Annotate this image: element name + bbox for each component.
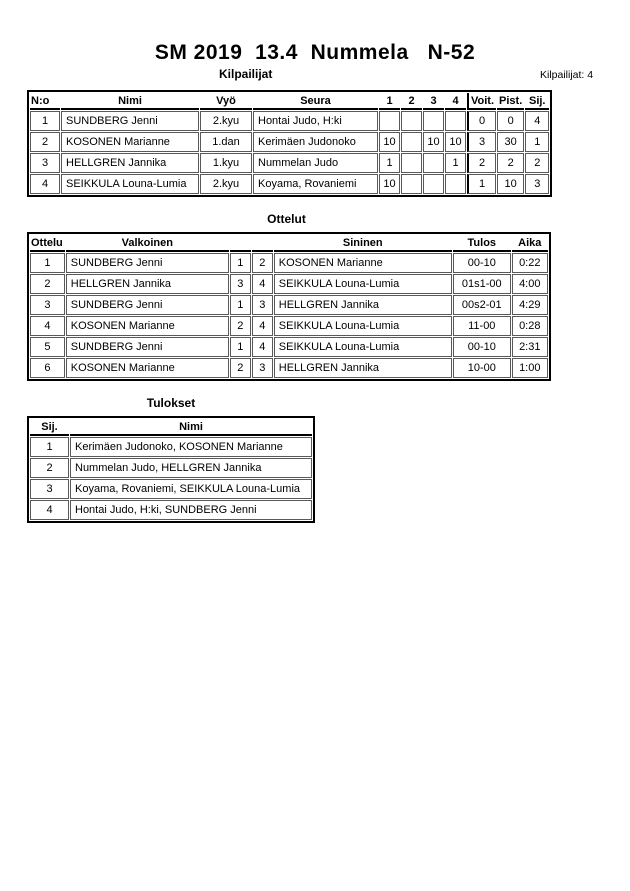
white-number: 2 [230,316,251,336]
competitor-club: Nummelan Judo [253,153,378,173]
blue-name: SEIKKULA Louna-Lumia [274,274,452,294]
match-result: 00-10 [453,337,511,357]
result-name: Nummelan Judo, HELLGREN Jannika [70,458,312,478]
white-name: SUNDBERG Jenni [66,253,229,273]
score-vs-4 [445,174,466,194]
competitor-club: Kerimäen Judonoko [253,132,378,152]
header-opp1: 1 [379,93,400,110]
blue-name: SEIKKULA Louna-Lumia [274,337,452,357]
match-time: 2:31 [512,337,548,357]
score-vs-2 [401,174,422,194]
blue-number: 3 [252,295,273,315]
match-result: 00-10 [453,253,511,273]
competitor-row [30,111,549,131]
match-result: 10-00 [453,358,511,378]
result-place: 4 [30,500,69,520]
header-opp2: 2 [401,93,422,110]
result-row [30,479,312,499]
match-result: 01s1-00 [453,274,511,294]
blue-name: HELLGREN Jannika [274,295,452,315]
score-vs-2 [401,111,422,131]
competitors-count: Kilpailijat: 4 [540,69,594,81]
subheading-row [0,64,630,90]
competitors-table [27,90,552,197]
competitor-place: 1 [525,132,549,152]
white-number: 3 [230,274,251,294]
competitor-no: 4 [30,174,60,194]
competitors-header-row [30,93,549,110]
header-blue-no [252,235,273,252]
header-sij: Sij. [30,419,69,436]
matches-table [27,232,551,381]
header-voit: Voit. [467,93,496,110]
header-tulos: Tulos [453,235,511,252]
ottelut-heading: Ottelut [267,212,306,226]
match-row [30,358,548,378]
match-time: 0:22 [512,253,548,273]
competitor-place: 4 [525,111,549,131]
result-row [30,500,312,520]
result-place: 3 [30,479,69,499]
competitor-wins: 3 [467,132,496,152]
competitor-row [30,174,549,194]
competitor-name: SUNDBERG Jenni [61,111,199,131]
match-result: 00s2-01 [453,295,511,315]
blue-name: KOSONEN Marianne [274,253,452,273]
blue-number: 4 [252,316,273,336]
header-nimi: Nimi [70,419,312,436]
blue-name: SEIKKULA Louna-Lumia [274,316,452,336]
white-name: KOSONEN Marianne [66,316,229,336]
match-row [30,295,548,315]
header-ottelu: Ottelu [30,235,65,252]
white-name: SUNDBERG Jenni [66,295,229,315]
header-white-no [230,235,251,252]
competitor-row [30,132,549,152]
match-no: 2 [30,274,65,294]
competitor-place: 2 [525,153,549,173]
white-name: HELLGREN Jannika [66,274,229,294]
header-aika: Aika [512,235,548,252]
header-nimi: Nimi [61,93,199,110]
competitor-belt: 1.dan [200,132,252,152]
white-number: 1 [230,253,251,273]
white-name: SUNDBERG Jenni [66,337,229,357]
competitor-no: 2 [30,132,60,152]
result-place: 1 [30,437,69,457]
competitor-belt: 1.kyu [200,153,252,173]
score-vs-1 [379,111,400,131]
header-no: N:o [30,93,60,110]
kilpailijat-heading: Kilpailijat [219,67,273,81]
competitor-wins: 1 [467,174,496,194]
score-vs-3 [423,153,444,173]
competitor-club: Koyama, Rovaniemi [253,174,378,194]
score-vs-3 [423,111,444,131]
header-sij: Sij. [525,93,549,110]
competitor-points: 2 [497,153,524,173]
header-opp3: 3 [423,93,444,110]
competitor-points: 10 [497,174,524,194]
matches-header-row [30,235,548,252]
competitor-no: 1 [30,111,60,131]
competitor-place: 3 [525,174,549,194]
match-time: 0:28 [512,316,548,336]
match-no: 5 [30,337,65,357]
competitor-wins: 2 [467,153,496,173]
white-number: 1 [230,337,251,357]
match-result: 11-00 [453,316,511,336]
results-header-row [30,419,312,436]
competitor-name: HELLGREN Jannika [61,153,199,173]
match-no: 6 [30,358,65,378]
header-sininen: Sininen [274,235,452,252]
white-name: KOSONEN Marianne [66,358,229,378]
competitor-belt: 2.kyu [200,111,252,131]
match-no: 4 [30,316,65,336]
competitor-no: 3 [30,153,60,173]
competitor-name: KOSONEN Marianne [61,132,199,152]
match-row [30,274,548,294]
header-pist: Pist. [497,93,524,110]
result-place: 2 [30,458,69,478]
match-row [30,253,548,273]
score-vs-2 [401,132,422,152]
tulokset-heading: Tulokset [146,396,196,410]
score-vs-4: 10 [445,132,466,152]
blue-number: 4 [252,337,273,357]
score-vs-3: 10 [423,132,444,152]
match-time: 1:00 [512,358,548,378]
score-vs-3 [423,174,444,194]
competitor-points: 30 [497,132,524,152]
competitor-name: SEIKKULA Louna-Lumia [61,174,199,194]
result-name: Kerimäen Judonoko, KOSONEN Marianne [70,437,312,457]
match-time: 4:29 [512,295,548,315]
blue-name: HELLGREN Jannika [274,358,452,378]
score-vs-2 [401,153,422,173]
competitor-club: Hontai Judo, H:ki [253,111,378,131]
match-row [30,316,548,336]
match-row [30,337,548,357]
result-name: Hontai Judo, H:ki, SUNDBERG Jenni [70,500,312,520]
score-vs-1: 1 [379,153,400,173]
blue-number: 4 [252,274,273,294]
header-opp4: 4 [445,93,466,110]
page-title: SM 2019 13.4 Nummela N-52 [154,41,476,64]
score-vs-1: 10 [379,132,400,152]
match-time: 4:00 [512,274,548,294]
header-vyo: Vyö [200,93,252,110]
blue-number: 2 [252,253,273,273]
score-vs-4: 1 [445,153,466,173]
result-name: Koyama, Rovaniemi, SEIKKULA Louna-Lumia [70,479,312,499]
header-seura: Seura [253,93,378,110]
competitor-points: 0 [497,111,524,131]
header-valkoinen: Valkoinen [66,235,229,252]
result-row [30,458,312,478]
results-table [27,416,315,523]
competitor-belt: 2.kyu [200,174,252,194]
score-vs-4 [445,111,466,131]
blue-number: 3 [252,358,273,378]
white-number: 1 [230,295,251,315]
result-row [30,437,312,457]
competitor-wins: 0 [467,111,496,131]
white-number: 2 [230,358,251,378]
match-no: 3 [30,295,65,315]
score-vs-1: 10 [379,174,400,194]
competitor-row [30,153,549,173]
match-no: 1 [30,253,65,273]
